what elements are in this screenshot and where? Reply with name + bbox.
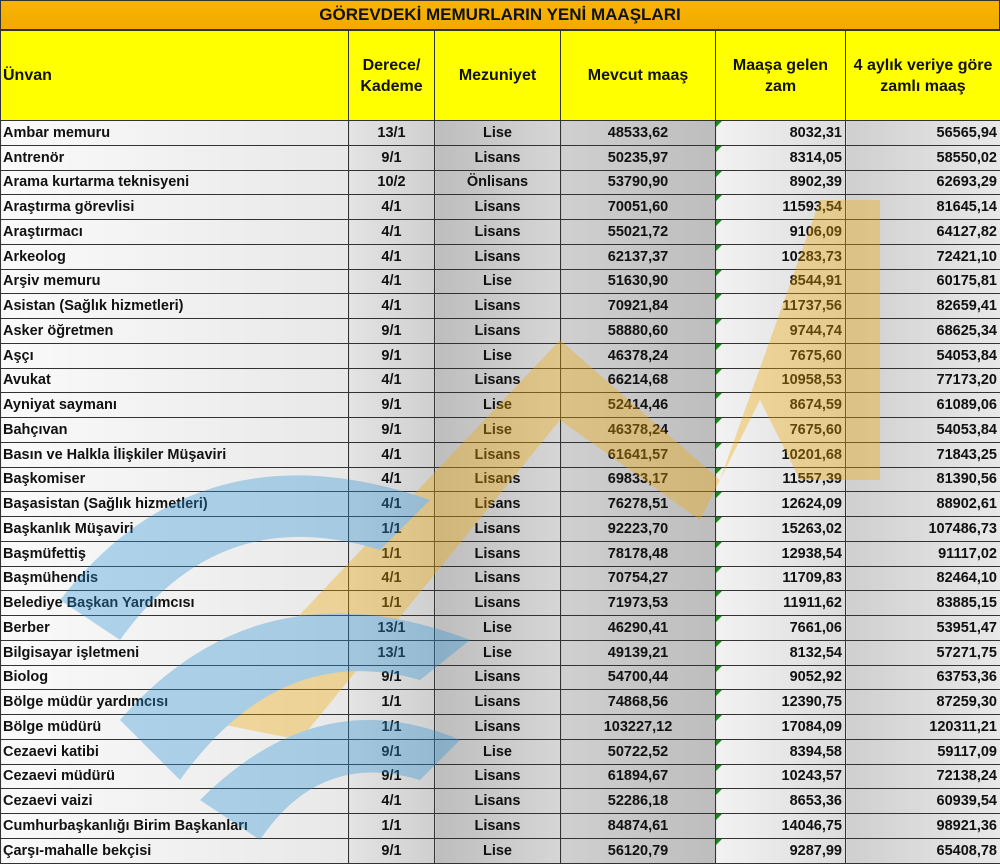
cell-zamli-maas: 77173,20 bbox=[846, 368, 1000, 393]
table-row bbox=[1, 789, 1000, 814]
cell-zam: 11709,83 bbox=[716, 566, 846, 591]
cell-mevcut-maas: 70051,60 bbox=[561, 195, 716, 220]
table-row bbox=[1, 814, 1000, 839]
cell-zam: 10958,53 bbox=[716, 368, 846, 393]
cell-mevcut-maas: 53790,90 bbox=[561, 170, 716, 195]
cell-zamli-maas: 56565,94 bbox=[846, 121, 1000, 146]
cell-derece: 4/1 bbox=[349, 442, 435, 467]
cell-unvan: Bölge müdür yardımcısı bbox=[1, 690, 349, 715]
table-row bbox=[1, 368, 1000, 393]
cell-zamli-maas: 107486,73 bbox=[846, 517, 1000, 542]
table-row bbox=[1, 764, 1000, 789]
table-row bbox=[1, 442, 1000, 467]
cell-zam: 17084,09 bbox=[716, 715, 846, 740]
cell-mevcut-maas: 46378,24 bbox=[561, 418, 716, 443]
cell-unvan: Çarşı-mahalle bekçisi bbox=[1, 838, 349, 863]
cell-zamli-maas: 98921,36 bbox=[846, 814, 1000, 839]
cell-mevcut-maas: 49139,21 bbox=[561, 640, 716, 665]
cell-mevcut-maas: 70921,84 bbox=[561, 294, 716, 319]
cell-zam: 11593,54 bbox=[716, 195, 846, 220]
cell-unvan: Cezaevi vaizi bbox=[1, 789, 349, 814]
cell-mezuniyet: Lisans bbox=[435, 789, 561, 814]
cell-mevcut-maas: 74868,56 bbox=[561, 690, 716, 715]
cell-mevcut-maas: 61894,67 bbox=[561, 764, 716, 789]
cell-unvan: Asker öğretmen bbox=[1, 319, 349, 344]
header-unvan: Ünvan bbox=[1, 31, 349, 121]
cell-zamli-maas: 61089,06 bbox=[846, 393, 1000, 418]
cell-unvan: Ayniyat saymanı bbox=[1, 393, 349, 418]
cell-mezuniyet: Lisans bbox=[435, 566, 561, 591]
cell-zam: 9106,09 bbox=[716, 220, 846, 245]
cell-derece: 4/1 bbox=[349, 220, 435, 245]
cell-mevcut-maas: 56120,79 bbox=[561, 838, 716, 863]
cell-zam: 9052,92 bbox=[716, 665, 846, 690]
cell-mezuniyet: Lisans bbox=[435, 492, 561, 517]
table-row bbox=[1, 665, 1000, 690]
cell-mevcut-maas: 46290,41 bbox=[561, 616, 716, 641]
cell-derece: 1/1 bbox=[349, 541, 435, 566]
cell-mevcut-maas: 69833,17 bbox=[561, 467, 716, 492]
cell-derece: 9/1 bbox=[349, 838, 435, 863]
cell-derece: 10/2 bbox=[349, 170, 435, 195]
cell-derece: 13/1 bbox=[349, 616, 435, 641]
cell-mezuniyet: Lisans bbox=[435, 442, 561, 467]
cell-zam: 10201,68 bbox=[716, 442, 846, 467]
cell-zamli-maas: 53951,47 bbox=[846, 616, 1000, 641]
cell-unvan: Basın ve Halkla İlişkiler Müşaviri bbox=[1, 442, 349, 467]
table-title: GÖREVDEKİ MEMURLARIN YENİ MAAŞLARI bbox=[0, 0, 1000, 30]
cell-derece: 4/1 bbox=[349, 195, 435, 220]
cell-mezuniyet: Lisans bbox=[435, 764, 561, 789]
cell-zamli-maas: 65408,78 bbox=[846, 838, 1000, 863]
cell-unvan: Arkeolog bbox=[1, 244, 349, 269]
table-row bbox=[1, 715, 1000, 740]
cell-unvan: Araştırmacı bbox=[1, 220, 349, 245]
cell-zamli-maas: 83885,15 bbox=[846, 591, 1000, 616]
cell-unvan: Başmüfettiş bbox=[1, 541, 349, 566]
cell-zam: 11557,39 bbox=[716, 467, 846, 492]
cell-mevcut-maas: 52414,46 bbox=[561, 393, 716, 418]
cell-derece: 9/1 bbox=[349, 739, 435, 764]
cell-zamli-maas: 62693,29 bbox=[846, 170, 1000, 195]
cell-unvan: Biolog bbox=[1, 665, 349, 690]
cell-mevcut-maas: 62137,37 bbox=[561, 244, 716, 269]
cell-mezuniyet: Lise bbox=[435, 343, 561, 368]
table-row bbox=[1, 838, 1000, 863]
cell-zamli-maas: 87259,30 bbox=[846, 690, 1000, 715]
cell-derece: 4/1 bbox=[349, 566, 435, 591]
header-derece: Derece/ Kademe bbox=[349, 31, 435, 121]
table-row bbox=[1, 269, 1000, 294]
cell-derece: 1/1 bbox=[349, 517, 435, 542]
cell-zam: 14046,75 bbox=[716, 814, 846, 839]
table-row bbox=[1, 220, 1000, 245]
cell-unvan: Başkomiser bbox=[1, 467, 349, 492]
header-mezuniyet: Mezuniyet bbox=[435, 31, 561, 121]
header-row bbox=[1, 31, 1000, 121]
cell-zam: 7675,60 bbox=[716, 343, 846, 368]
cell-unvan: Cezaevi müdürü bbox=[1, 764, 349, 789]
cell-mevcut-maas: 76278,51 bbox=[561, 492, 716, 517]
table-row bbox=[1, 467, 1000, 492]
cell-zamli-maas: 120311,21 bbox=[846, 715, 1000, 740]
cell-mevcut-maas: 78178,48 bbox=[561, 541, 716, 566]
cell-mezuniyet: Lise bbox=[435, 616, 561, 641]
cell-zamli-maas: 82659,41 bbox=[846, 294, 1000, 319]
cell-zam: 8544,91 bbox=[716, 269, 846, 294]
cell-unvan: Avukat bbox=[1, 368, 349, 393]
table-row bbox=[1, 517, 1000, 542]
header-mevcut: Mevcut maaş bbox=[561, 31, 716, 121]
cell-zam: 8653,36 bbox=[716, 789, 846, 814]
cell-unvan: Belediye Başkan Yardımcısı bbox=[1, 591, 349, 616]
cell-derece: 4/1 bbox=[349, 269, 435, 294]
cell-zamli-maas: 81645,14 bbox=[846, 195, 1000, 220]
table-row bbox=[1, 294, 1000, 319]
cell-unvan: Berber bbox=[1, 616, 349, 641]
table-row bbox=[1, 121, 1000, 146]
table-row bbox=[1, 640, 1000, 665]
cell-mezuniyet: Lise bbox=[435, 393, 561, 418]
cell-derece: 4/1 bbox=[349, 789, 435, 814]
cell-zam: 15263,02 bbox=[716, 517, 846, 542]
cell-mezuniyet: Lise bbox=[435, 121, 561, 146]
cell-derece: 4/1 bbox=[349, 368, 435, 393]
cell-zamli-maas: 59117,09 bbox=[846, 739, 1000, 764]
cell-unvan: Cumhurbaşkanlığı Birim Başkanları bbox=[1, 814, 349, 839]
cell-mezuniyet: Lisans bbox=[435, 195, 561, 220]
header-zam: Maaşa gelen zam bbox=[716, 31, 846, 121]
cell-zamli-maas: 63753,36 bbox=[846, 665, 1000, 690]
cell-mevcut-maas: 92223,70 bbox=[561, 517, 716, 542]
cell-zamli-maas: 71843,25 bbox=[846, 442, 1000, 467]
cell-unvan: Başasistan (Sağlık hizmetleri) bbox=[1, 492, 349, 517]
cell-mezuniyet: Lisans bbox=[435, 319, 561, 344]
table-body bbox=[1, 121, 1000, 864]
cell-unvan: Bahçıvan bbox=[1, 418, 349, 443]
cell-mezuniyet: Lise bbox=[435, 838, 561, 863]
cell-zamli-maas: 60175,81 bbox=[846, 269, 1000, 294]
cell-mevcut-maas: 66214,68 bbox=[561, 368, 716, 393]
cell-zam: 7675,60 bbox=[716, 418, 846, 443]
cell-derece: 9/1 bbox=[349, 319, 435, 344]
cell-mezuniyet: Lise bbox=[435, 739, 561, 764]
cell-derece: 13/1 bbox=[349, 121, 435, 146]
table-row bbox=[1, 492, 1000, 517]
cell-mevcut-maas: 48533,62 bbox=[561, 121, 716, 146]
cell-unvan: Antrenör bbox=[1, 145, 349, 170]
cell-derece: 9/1 bbox=[349, 393, 435, 418]
cell-mevcut-maas: 70754,27 bbox=[561, 566, 716, 591]
cell-derece: 4/1 bbox=[349, 294, 435, 319]
table-row bbox=[1, 690, 1000, 715]
cell-unvan: Başmühendis bbox=[1, 566, 349, 591]
cell-zamli-maas: 60939,54 bbox=[846, 789, 1000, 814]
cell-zam: 12624,09 bbox=[716, 492, 846, 517]
cell-mezuniyet: Lisans bbox=[435, 467, 561, 492]
cell-mevcut-maas: 58880,60 bbox=[561, 319, 716, 344]
cell-unvan: Başkanlık Müşaviri bbox=[1, 517, 349, 542]
cell-mevcut-maas: 46378,24 bbox=[561, 343, 716, 368]
cell-zamli-maas: 54053,84 bbox=[846, 418, 1000, 443]
cell-derece: 4/1 bbox=[349, 492, 435, 517]
cell-mezuniyet: Lisans bbox=[435, 591, 561, 616]
cell-mezuniyet: Lisans bbox=[435, 814, 561, 839]
cell-derece: 4/1 bbox=[349, 244, 435, 269]
cell-mevcut-maas: 51630,90 bbox=[561, 269, 716, 294]
cell-zam: 11911,62 bbox=[716, 591, 846, 616]
cell-mevcut-maas: 71973,53 bbox=[561, 591, 716, 616]
cell-unvan: Arşiv memuru bbox=[1, 269, 349, 294]
cell-derece: 9/1 bbox=[349, 764, 435, 789]
cell-derece: 9/1 bbox=[349, 665, 435, 690]
cell-derece: 1/1 bbox=[349, 814, 435, 839]
cell-zam: 8674,59 bbox=[716, 393, 846, 418]
cell-derece: 1/1 bbox=[349, 591, 435, 616]
cell-zam: 12390,75 bbox=[716, 690, 846, 715]
cell-unvan: Bilgisayar işletmeni bbox=[1, 640, 349, 665]
cell-mevcut-maas: 52286,18 bbox=[561, 789, 716, 814]
cell-mezuniyet: Lisans bbox=[435, 665, 561, 690]
cell-zamli-maas: 82464,10 bbox=[846, 566, 1000, 591]
cell-mevcut-maas: 54700,44 bbox=[561, 665, 716, 690]
table-row bbox=[1, 343, 1000, 368]
table-row bbox=[1, 393, 1000, 418]
cell-mevcut-maas: 50722,52 bbox=[561, 739, 716, 764]
cell-unvan: Cezaevi katibi bbox=[1, 739, 349, 764]
table-row bbox=[1, 616, 1000, 641]
table-row bbox=[1, 195, 1000, 220]
cell-mezuniyet: Lise bbox=[435, 640, 561, 665]
cell-unvan: Ambar memuru bbox=[1, 121, 349, 146]
cell-mezuniyet: Lisans bbox=[435, 294, 561, 319]
cell-unvan: Aşçı bbox=[1, 343, 349, 368]
cell-derece: 9/1 bbox=[349, 145, 435, 170]
cell-zam: 8902,39 bbox=[716, 170, 846, 195]
cell-zam: 10243,57 bbox=[716, 764, 846, 789]
cell-zam: 9287,99 bbox=[716, 838, 846, 863]
cell-zam: 8394,58 bbox=[716, 739, 846, 764]
cell-unvan: Asistan (Sağlık hizmetleri) bbox=[1, 294, 349, 319]
cell-zamli-maas: 54053,84 bbox=[846, 343, 1000, 368]
cell-zamli-maas: 58550,02 bbox=[846, 145, 1000, 170]
cell-zam: 8132,54 bbox=[716, 640, 846, 665]
cell-mevcut-maas: 55021,72 bbox=[561, 220, 716, 245]
cell-zam: 10283,73 bbox=[716, 244, 846, 269]
cell-mezuniyet: Lisans bbox=[435, 715, 561, 740]
cell-unvan: Bölge müdürü bbox=[1, 715, 349, 740]
cell-mezuniyet: Lisans bbox=[435, 690, 561, 715]
cell-mevcut-maas: 103227,12 bbox=[561, 715, 716, 740]
table-row bbox=[1, 739, 1000, 764]
table-row bbox=[1, 244, 1000, 269]
cell-zamli-maas: 68625,34 bbox=[846, 319, 1000, 344]
table-row bbox=[1, 418, 1000, 443]
cell-zam: 12938,54 bbox=[716, 541, 846, 566]
cell-zam: 9744,74 bbox=[716, 319, 846, 344]
table-row bbox=[1, 541, 1000, 566]
cell-derece: 13/1 bbox=[349, 640, 435, 665]
cell-mevcut-maas: 84874,61 bbox=[561, 814, 716, 839]
cell-derece: 1/1 bbox=[349, 715, 435, 740]
cell-mezuniyet: Lisans bbox=[435, 368, 561, 393]
cell-mevcut-maas: 50235,97 bbox=[561, 145, 716, 170]
table-row bbox=[1, 170, 1000, 195]
cell-zamli-maas: 57271,75 bbox=[846, 640, 1000, 665]
cell-derece: 9/1 bbox=[349, 343, 435, 368]
cell-derece: 9/1 bbox=[349, 418, 435, 443]
cell-zam: 8032,31 bbox=[716, 121, 846, 146]
cell-mezuniyet: Lisans bbox=[435, 244, 561, 269]
table-row bbox=[1, 591, 1000, 616]
cell-zamli-maas: 72421,10 bbox=[846, 244, 1000, 269]
cell-zam: 7661,06 bbox=[716, 616, 846, 641]
cell-zamli-maas: 88902,61 bbox=[846, 492, 1000, 517]
cell-zamli-maas: 64127,82 bbox=[846, 220, 1000, 245]
cell-zamli-maas: 81390,56 bbox=[846, 467, 1000, 492]
cell-mezuniyet: Lise bbox=[435, 269, 561, 294]
cell-derece: 4/1 bbox=[349, 467, 435, 492]
cell-mezuniyet: Lisans bbox=[435, 145, 561, 170]
cell-mevcut-maas: 61641,57 bbox=[561, 442, 716, 467]
cell-mezuniyet: Önlisans bbox=[435, 170, 561, 195]
cell-mezuniyet: Lise bbox=[435, 418, 561, 443]
table-row bbox=[1, 566, 1000, 591]
cell-zam: 8314,05 bbox=[716, 145, 846, 170]
table-row bbox=[1, 319, 1000, 344]
cell-unvan: Araştırma görevlisi bbox=[1, 195, 349, 220]
salary-table bbox=[0, 30, 1000, 864]
cell-zamli-maas: 91117,02 bbox=[846, 541, 1000, 566]
table-row bbox=[1, 145, 1000, 170]
cell-unvan: Arama kurtarma teknisyeni bbox=[1, 170, 349, 195]
cell-mezuniyet: Lisans bbox=[435, 517, 561, 542]
cell-mezuniyet: Lisans bbox=[435, 220, 561, 245]
cell-derece: 1/1 bbox=[349, 690, 435, 715]
cell-zamli-maas: 72138,24 bbox=[846, 764, 1000, 789]
header-zamli: 4 aylık veriye göre zamlı maaş bbox=[846, 31, 1000, 121]
cell-mezuniyet: Lisans bbox=[435, 541, 561, 566]
cell-zam: 11737,56 bbox=[716, 294, 846, 319]
